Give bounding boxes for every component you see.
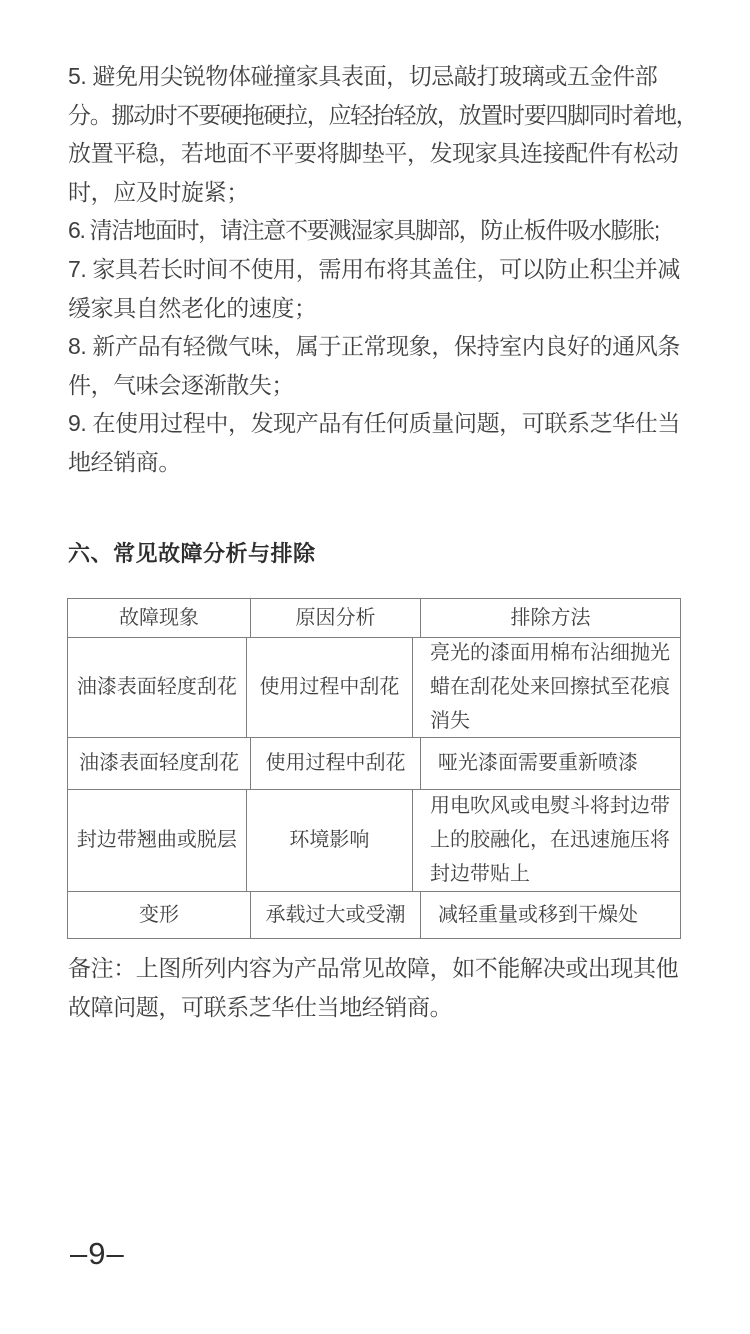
instruction-line: 5. 避免用尖锐物体碰撞家具表面，切忌敲打玻璃或五金件部 (68, 63, 658, 89)
instruction-line: 分。挪动时不要硬拖硬拉，应轻抬轻放，放置时要四脚同时着地， (68, 101, 698, 128)
instruction-line: 件，气味会逐渐散失； (68, 371, 295, 398)
note-line: 故障问题，可联系芝华仕当地经销商。 (68, 993, 453, 1020)
section-heading: 六、常见故障分析与排除 (68, 541, 316, 566)
fault-table-header-row (68, 599, 680, 638)
instruction-line: 7. 家具若长时间不使用，需用布将其盖住，可以防止积尘并减 (68, 255, 680, 282)
table-row (68, 738, 680, 790)
solution-line: 上的胶融化，在迅速施压将 (430, 829, 670, 851)
instruction-line: 放置平稳，若地面不平要将脚垫平，发现家具连接配件有松动 (68, 140, 679, 167)
instruction-line: 缓家具自然老化的速度； (68, 294, 317, 321)
instruction-line: 地经销商。 (68, 448, 182, 475)
page-number: –9– (70, 1236, 125, 1271)
solution-line: 消失 (430, 710, 470, 732)
cell-phenomenon: 变形 (68, 892, 251, 938)
cell-phenomenon: 封边带翘曲或脱层 (68, 790, 247, 891)
cell-cause: 使用过程中刮花 (247, 638, 413, 737)
care-instructions-list (68, 57, 698, 482)
note-line: 备注：上图所列内容为产品常见故障，如不能解决或出现其他 (68, 955, 679, 981)
cell-cause: 环境影响 (247, 790, 413, 891)
cell-phenomenon: 油漆表面轻度刮花 (68, 738, 251, 789)
header-cell-cause: 原因分析 (251, 599, 421, 637)
note-text (68, 949, 684, 1026)
cell-solution (421, 738, 680, 789)
solution-line: 减轻重量或移到干燥处 (438, 903, 638, 926)
cell-phenomenon: 油漆表面轻度刮花 (68, 638, 247, 737)
solution-line: 哑光漆面需要重新喷漆 (438, 752, 638, 774)
header-cell-phenomenon: 故障现象 (68, 599, 251, 637)
table-row (68, 892, 680, 938)
table-row (68, 790, 680, 892)
solution-line: 蜡在刮花处来回擦拭至花痕 (430, 676, 670, 698)
cell-solution (413, 638, 680, 737)
instruction-line: 8. 新产品有轻微气味，属于正常现象，保持室内良好的通风条 (68, 333, 680, 360)
cell-cause: 使用过程中刮花 (251, 738, 421, 789)
fault-table (67, 598, 681, 939)
solution-line: 亮光的漆面用棉布沾细抛光 (430, 642, 670, 664)
solution-line: 用电吹风或电熨斗将封边带 (430, 795, 670, 817)
solution-line: 封边带贴上 (430, 863, 530, 885)
header-cell-solution: 排除方法 (510, 606, 591, 629)
cell-solution (413, 790, 680, 891)
instruction-line: 6. 清洁地面时，请注意不要溅湿家具脚部，防止板件吸水膨胀; (68, 217, 659, 244)
instruction-line: 时，应及时旋紧； (68, 178, 249, 205)
cell-solution (421, 892, 680, 938)
instruction-line: 9. 在使用过程中，发现产品有任何质量问题，可联系芝华仕当 (68, 410, 680, 437)
table-row (68, 638, 680, 738)
cell-cause: 承载过大或受潮 (251, 892, 421, 938)
